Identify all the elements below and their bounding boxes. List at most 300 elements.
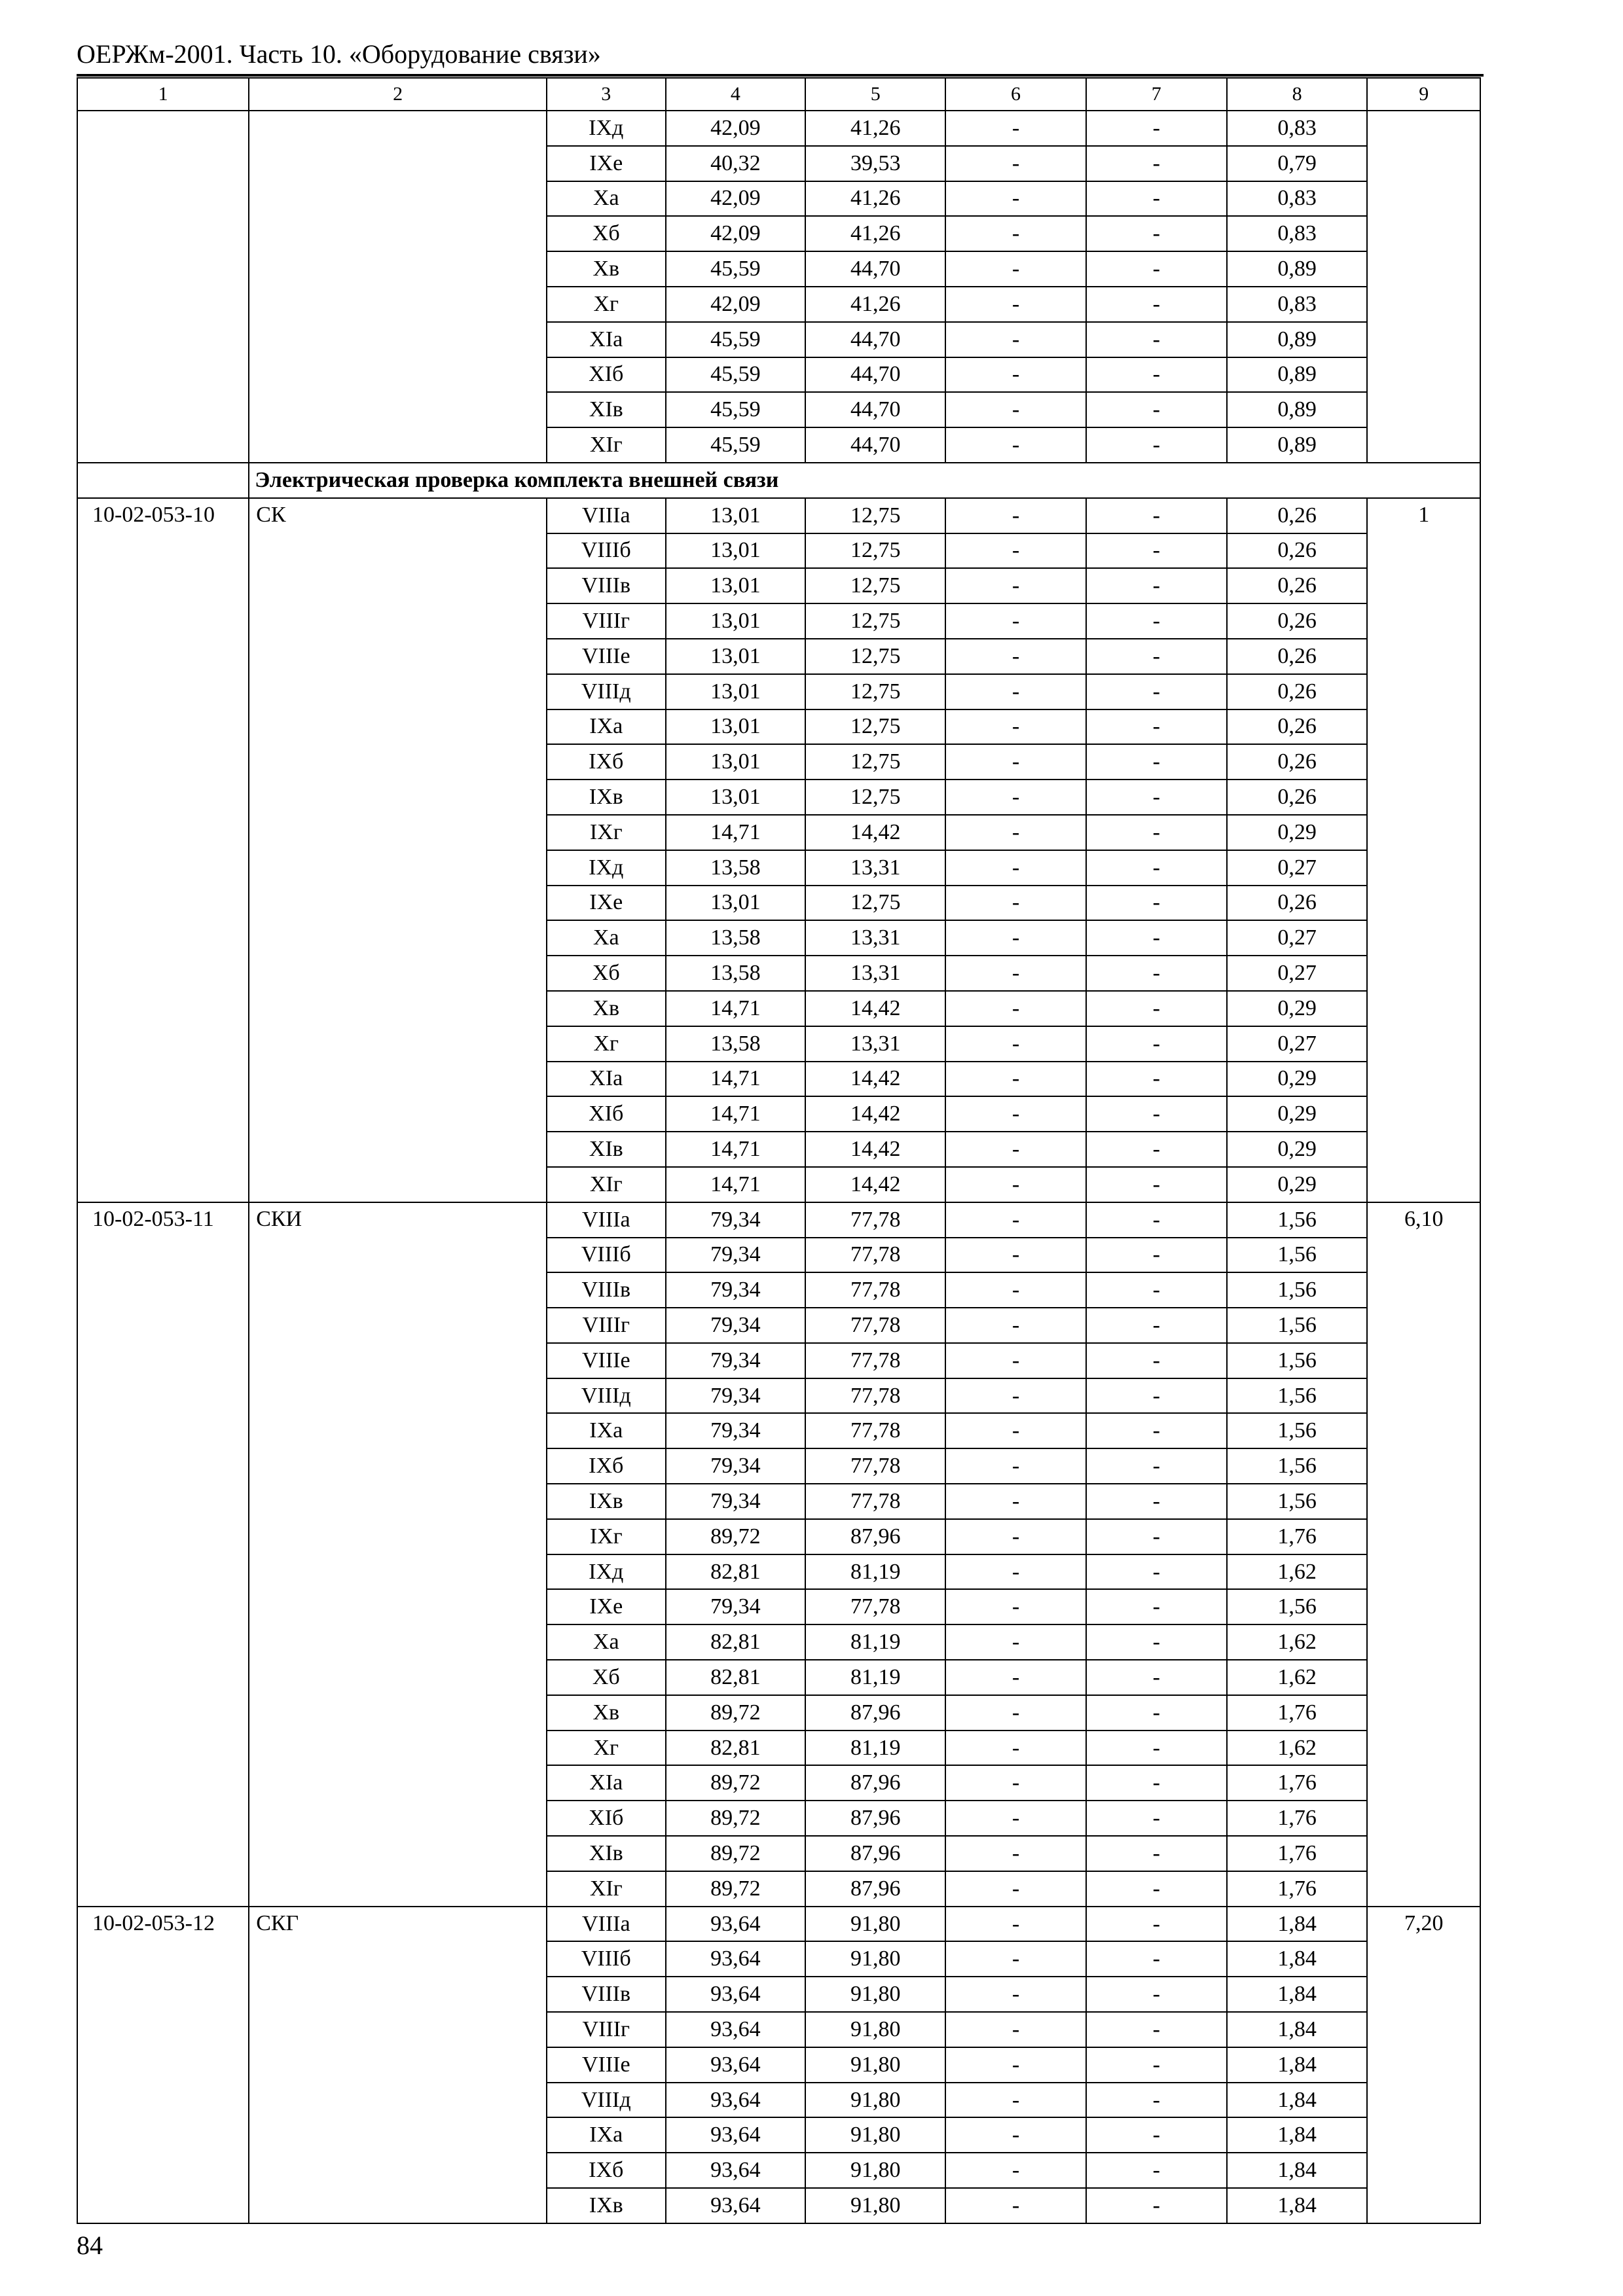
table-cell: - bbox=[945, 533, 1086, 569]
table-cell: 93,64 bbox=[666, 1907, 806, 1942]
table-cell: 93,64 bbox=[666, 2083, 806, 2118]
table-cell: Xг bbox=[547, 287, 666, 322]
table-cell: Xа bbox=[547, 1624, 666, 1660]
table-cell: 0,89 bbox=[1227, 322, 1368, 357]
table-cell: 1,84 bbox=[1227, 2153, 1368, 2188]
table-cell: - bbox=[945, 2153, 1086, 2188]
table-cell: IXб bbox=[547, 1448, 666, 1484]
table-cell: - bbox=[1086, 1589, 1227, 1624]
table-cell: - bbox=[1086, 2083, 1227, 2118]
table-cell: 42,09 bbox=[666, 181, 806, 217]
page-number: 84 bbox=[77, 2231, 103, 2260]
column-number-row bbox=[77, 78, 1480, 111]
section-row bbox=[77, 463, 1480, 498]
table-cell: XIв bbox=[547, 392, 666, 427]
table-cell: 0,26 bbox=[1227, 568, 1368, 603]
table-cell: - bbox=[945, 1731, 1086, 1766]
table-cell: XIб bbox=[547, 1096, 666, 1132]
table-cell: - bbox=[1086, 1167, 1227, 1202]
table-cell: 0,26 bbox=[1227, 709, 1368, 745]
table-cell: - bbox=[1086, 1695, 1227, 1731]
table-cell: 87,96 bbox=[805, 1519, 945, 1554]
table-cell: - bbox=[1086, 2117, 1227, 2153]
table-cell: 0,79 bbox=[1227, 146, 1368, 181]
table-cell: 1,56 bbox=[1227, 1413, 1368, 1448]
table-cell: - bbox=[945, 2012, 1086, 2047]
table-cell: 44,70 bbox=[805, 392, 945, 427]
table-cell: XIв bbox=[547, 1132, 666, 1167]
table-cell: - bbox=[945, 1484, 1086, 1519]
table-cell: 45,59 bbox=[666, 251, 806, 287]
table-cell: Xа bbox=[547, 920, 666, 956]
table-cell: - bbox=[1086, 850, 1227, 886]
table-cell: 1,62 bbox=[1227, 1660, 1368, 1695]
table-cell: - bbox=[945, 1202, 1086, 1238]
table-cell: 91,80 bbox=[805, 1977, 945, 2012]
table-cell: - bbox=[945, 1308, 1086, 1343]
table-cell: 13,01 bbox=[666, 568, 806, 603]
table-cell: 13,31 bbox=[805, 850, 945, 886]
table-cell: VIIIе bbox=[547, 639, 666, 674]
rate-code: 10-02-053-11 bbox=[77, 1202, 249, 1907]
table-cell: 79,34 bbox=[666, 1589, 806, 1624]
table-cell: 77,78 bbox=[805, 1484, 945, 1519]
table-cell: - bbox=[945, 427, 1086, 463]
table-cell: 0,29 bbox=[1227, 815, 1368, 850]
table-cell: Xб bbox=[547, 956, 666, 991]
table-cell: - bbox=[945, 1272, 1086, 1308]
table-cell: 91,80 bbox=[805, 2012, 945, 2047]
table-cell: 1,56 bbox=[1227, 1272, 1368, 1308]
table-cell: - bbox=[945, 2047, 1086, 2083]
table-cell: 14,71 bbox=[666, 1132, 806, 1167]
table-cell: - bbox=[1086, 1977, 1227, 2012]
table-cell: - bbox=[1086, 392, 1227, 427]
table-cell: - bbox=[945, 744, 1086, 780]
table-cell: 93,64 bbox=[666, 2117, 806, 2153]
col9-cell: 6,10 bbox=[1367, 1202, 1480, 1907]
table-cell: - bbox=[945, 1096, 1086, 1132]
table-cell: 1,76 bbox=[1227, 1801, 1368, 1836]
table-cell: 1,62 bbox=[1227, 1624, 1368, 1660]
table-cell: 0,26 bbox=[1227, 674, 1368, 709]
table-cell: - bbox=[1086, 1096, 1227, 1132]
table-cell: 13,31 bbox=[805, 920, 945, 956]
table-cell: - bbox=[1086, 498, 1227, 533]
table-cell: 13,01 bbox=[666, 533, 806, 569]
table-cell: - bbox=[945, 1343, 1086, 1378]
table-cell: 12,75 bbox=[805, 568, 945, 603]
table-cell: 14,71 bbox=[666, 1062, 806, 1097]
column-number-cell: 8 bbox=[1227, 78, 1368, 111]
table-cell: 1,76 bbox=[1227, 1871, 1368, 1907]
table-cell: 0,29 bbox=[1227, 1096, 1368, 1132]
table-cell: 41,26 bbox=[805, 181, 945, 217]
table-cell: - bbox=[1086, 1836, 1227, 1871]
table-cell: - bbox=[945, 1026, 1086, 1062]
table-cell: - bbox=[1086, 181, 1227, 217]
table-cell: 91,80 bbox=[805, 2153, 945, 2188]
table-cell: - bbox=[1086, 357, 1227, 393]
table-cell: 91,80 bbox=[805, 2188, 945, 2223]
table-cell: 12,75 bbox=[805, 533, 945, 569]
table-cell: 91,80 bbox=[805, 1941, 945, 1977]
table-cell: 79,34 bbox=[666, 1202, 806, 1238]
table-cell: 13,31 bbox=[805, 956, 945, 991]
name-cell bbox=[249, 111, 547, 463]
table-cell: 1,84 bbox=[1227, 1977, 1368, 2012]
table-cell: - bbox=[1086, 886, 1227, 921]
table-cell: XIв bbox=[547, 1836, 666, 1871]
table-cell: 79,34 bbox=[666, 1413, 806, 1448]
table-cell: Xб bbox=[547, 216, 666, 251]
table-cell: - bbox=[1086, 1765, 1227, 1801]
table-row bbox=[77, 498, 1480, 533]
table-cell: - bbox=[1086, 146, 1227, 181]
table-cell: 77,78 bbox=[805, 1448, 945, 1484]
table-cell: - bbox=[1086, 2188, 1227, 2223]
table-cell: - bbox=[945, 1062, 1086, 1097]
table-cell: VIIIв bbox=[547, 1977, 666, 2012]
table-cell: - bbox=[945, 2083, 1086, 2118]
table-cell: 87,96 bbox=[805, 1765, 945, 1801]
table-cell: 81,19 bbox=[805, 1624, 945, 1660]
table-cell: IXв bbox=[547, 780, 666, 815]
table-cell: 13,58 bbox=[666, 956, 806, 991]
table-cell: 13,01 bbox=[666, 886, 806, 921]
table-cell: 1,56 bbox=[1227, 1308, 1368, 1343]
table-cell: 79,34 bbox=[666, 1378, 806, 1414]
table-cell: 0,29 bbox=[1227, 1062, 1368, 1097]
table-cell: 14,71 bbox=[666, 1167, 806, 1202]
table-cell: IXе bbox=[547, 886, 666, 921]
table-cell: - bbox=[945, 1660, 1086, 1695]
table-cell: 93,64 bbox=[666, 1941, 806, 1977]
table-cell: IXд bbox=[547, 1554, 666, 1590]
table-cell: - bbox=[1086, 603, 1227, 639]
table-cell: 13,01 bbox=[666, 709, 806, 745]
table-cell: 14,42 bbox=[805, 1096, 945, 1132]
table-cell: 89,72 bbox=[666, 1871, 806, 1907]
column-number-cell: 9 bbox=[1367, 78, 1480, 111]
table-cell: - bbox=[945, 111, 1086, 146]
table-cell: IXа bbox=[547, 709, 666, 745]
table-cell: 0,27 bbox=[1227, 920, 1368, 956]
table-cell: - bbox=[1086, 287, 1227, 322]
table-cell: - bbox=[1086, 1941, 1227, 1977]
table-cell: 1,76 bbox=[1227, 1765, 1368, 1801]
table-cell: 82,81 bbox=[666, 1554, 806, 1590]
table-cell: 93,64 bbox=[666, 2153, 806, 2188]
table-cell: 1,84 bbox=[1227, 2047, 1368, 2083]
section-title: Электрическая проверка комплекта внешней связи bbox=[249, 463, 1480, 498]
table-cell: 0,83 bbox=[1227, 287, 1368, 322]
table-cell: - bbox=[945, 216, 1086, 251]
table-cell: - bbox=[945, 1765, 1086, 1801]
table-cell: 14,42 bbox=[805, 991, 945, 1026]
table-cell: 12,75 bbox=[805, 674, 945, 709]
table-cell: IXв bbox=[547, 2188, 666, 2223]
table-cell: 89,72 bbox=[666, 1695, 806, 1731]
table-row bbox=[77, 1907, 1480, 1942]
table-cell: - bbox=[1086, 1519, 1227, 1554]
table-cell: 93,64 bbox=[666, 2188, 806, 2223]
table-cell: - bbox=[1086, 639, 1227, 674]
header-rule bbox=[77, 74, 1484, 77]
table-cell: XIа bbox=[547, 1062, 666, 1097]
table-cell: IXд bbox=[547, 111, 666, 146]
table-cell: 0,26 bbox=[1227, 780, 1368, 815]
table-cell: 41,26 bbox=[805, 216, 945, 251]
table-cell: - bbox=[945, 1589, 1086, 1624]
table-cell: 0,26 bbox=[1227, 886, 1368, 921]
table-cell: - bbox=[945, 1801, 1086, 1836]
table-cell: - bbox=[945, 991, 1086, 1026]
table-cell: - bbox=[1086, 1026, 1227, 1062]
table-cell: VIIIг bbox=[547, 2012, 666, 2047]
table-cell: 39,53 bbox=[805, 146, 945, 181]
table-cell: 82,81 bbox=[666, 1660, 806, 1695]
table-cell: 13,31 bbox=[805, 1026, 945, 1062]
col9-cell: 1 bbox=[1367, 498, 1480, 1202]
table-cell: IXв bbox=[547, 1484, 666, 1519]
table-cell: VIIIе bbox=[547, 2047, 666, 2083]
table-cell: 89,72 bbox=[666, 1836, 806, 1871]
table-cell: 79,34 bbox=[666, 1272, 806, 1308]
table-cell: - bbox=[1086, 1343, 1227, 1378]
table-cell: 13,01 bbox=[666, 639, 806, 674]
table-cell: IXе bbox=[547, 146, 666, 181]
table-cell: 12,75 bbox=[805, 744, 945, 780]
table-cell: - bbox=[1086, 1801, 1227, 1836]
table-cell: - bbox=[1086, 216, 1227, 251]
table-cell: Xг bbox=[547, 1731, 666, 1766]
column-number-cell: 6 bbox=[945, 78, 1086, 111]
table-cell: - bbox=[945, 2188, 1086, 2223]
table-cell: 81,19 bbox=[805, 1554, 945, 1590]
table-cell: 77,78 bbox=[805, 1202, 945, 1238]
table-cell: VIIIа bbox=[547, 1907, 666, 1942]
table-cell: - bbox=[945, 1977, 1086, 2012]
table-cell: VIIIв bbox=[547, 1272, 666, 1308]
table-cell: 0,83 bbox=[1227, 216, 1368, 251]
column-number-cell: 2 bbox=[249, 78, 547, 111]
table-cell: - bbox=[945, 1167, 1086, 1202]
table-cell: 40,32 bbox=[666, 146, 806, 181]
table-cell: 1,56 bbox=[1227, 1378, 1368, 1414]
table-cell: XIг bbox=[547, 1871, 666, 1907]
table-cell: 0,29 bbox=[1227, 991, 1368, 1026]
table-cell: 0,26 bbox=[1227, 533, 1368, 569]
table-cell: - bbox=[1086, 1660, 1227, 1695]
table-cell: - bbox=[945, 357, 1086, 393]
table-cell: IXа bbox=[547, 1413, 666, 1448]
table-cell: - bbox=[1086, 674, 1227, 709]
table-cell: - bbox=[945, 780, 1086, 815]
table-cell: - bbox=[945, 1519, 1086, 1554]
table-body bbox=[77, 78, 1480, 2223]
column-number-cell: 7 bbox=[1086, 78, 1227, 111]
table-cell: - bbox=[1086, 1202, 1227, 1238]
code-cell bbox=[77, 111, 249, 463]
table-cell: 0,89 bbox=[1227, 251, 1368, 287]
table-cell: 13,01 bbox=[666, 674, 806, 709]
table-cell: 1,76 bbox=[1227, 1836, 1368, 1871]
table-cell: 41,26 bbox=[805, 287, 945, 322]
table-cell: 77,78 bbox=[805, 1343, 945, 1378]
table-cell: - bbox=[945, 287, 1086, 322]
rates-table bbox=[77, 77, 1481, 2224]
table-cell: - bbox=[945, 709, 1086, 745]
table-cell: 1,76 bbox=[1227, 1695, 1368, 1731]
table-cell: - bbox=[945, 568, 1086, 603]
table-cell: IXа bbox=[547, 2117, 666, 2153]
table-cell: - bbox=[1086, 568, 1227, 603]
table-cell: 0,89 bbox=[1227, 392, 1368, 427]
table-row bbox=[77, 1202, 1480, 1238]
table-cell: 1,84 bbox=[1227, 2083, 1368, 2118]
table-cell: VIIIб bbox=[547, 1238, 666, 1273]
section-spacer bbox=[77, 463, 249, 498]
table-cell: IXб bbox=[547, 2153, 666, 2188]
table-cell: 82,81 bbox=[666, 1624, 806, 1660]
table-cell: 79,34 bbox=[666, 1448, 806, 1484]
table-cell: Xг bbox=[547, 1026, 666, 1062]
table-cell: 1,56 bbox=[1227, 1343, 1368, 1378]
table-cell: 0,83 bbox=[1227, 111, 1368, 146]
table-cell: - bbox=[945, 920, 1086, 956]
table-cell: - bbox=[945, 603, 1086, 639]
table-cell: 0,26 bbox=[1227, 603, 1368, 639]
table-cell: - bbox=[1086, 1238, 1227, 1273]
table-cell: 13,58 bbox=[666, 920, 806, 956]
table-cell: 0,89 bbox=[1227, 427, 1368, 463]
rate-name: СКИ bbox=[249, 1202, 547, 1907]
column-number-cell: 3 bbox=[547, 78, 666, 111]
table-cell: - bbox=[945, 956, 1086, 991]
table-cell: 14,42 bbox=[805, 1167, 945, 1202]
table-cell: - bbox=[1086, 709, 1227, 745]
table-cell: XIг bbox=[547, 1167, 666, 1202]
table-cell: - bbox=[945, 1448, 1086, 1484]
table-cell: 77,78 bbox=[805, 1272, 945, 1308]
table-cell: - bbox=[945, 181, 1086, 217]
table-cell: Xв bbox=[547, 991, 666, 1026]
table-cell: 87,96 bbox=[805, 1801, 945, 1836]
table-cell: VIIIв bbox=[547, 568, 666, 603]
table-cell: 91,80 bbox=[805, 2083, 945, 2118]
table-cell: 1,84 bbox=[1227, 2012, 1368, 2047]
table-cell: 91,80 bbox=[805, 1907, 945, 1942]
table-cell: 79,34 bbox=[666, 1308, 806, 1343]
table-cell: XIа bbox=[547, 322, 666, 357]
table-cell: 81,19 bbox=[805, 1731, 945, 1766]
table-cell: 14,71 bbox=[666, 815, 806, 850]
table-cell: - bbox=[1086, 251, 1227, 287]
table-cell: - bbox=[945, 886, 1086, 921]
table-cell: - bbox=[1086, 1378, 1227, 1414]
page-header-title: ОЕРЖм-2001. Часть 10. «Оборудование связи» bbox=[77, 39, 601, 69]
table-cell: 45,59 bbox=[666, 427, 806, 463]
table-cell: - bbox=[945, 1238, 1086, 1273]
table-cell: 0,26 bbox=[1227, 744, 1368, 780]
table-cell: - bbox=[1086, 2047, 1227, 2083]
table-cell: - bbox=[1086, 1731, 1227, 1766]
table-cell: 45,59 bbox=[666, 357, 806, 393]
table-cell: - bbox=[945, 322, 1086, 357]
table-cell: 14,42 bbox=[805, 1062, 945, 1097]
table-cell: 77,78 bbox=[805, 1413, 945, 1448]
table-cell: - bbox=[1086, 1484, 1227, 1519]
table-cell: - bbox=[1086, 1062, 1227, 1097]
table-cell: 13,01 bbox=[666, 603, 806, 639]
table-cell: 14,42 bbox=[805, 1132, 945, 1167]
table-cell: - bbox=[1086, 1272, 1227, 1308]
table-cell: - bbox=[945, 1413, 1086, 1448]
table-cell: XIб bbox=[547, 1801, 666, 1836]
table-cell: IXб bbox=[547, 744, 666, 780]
table-cell: 13,58 bbox=[666, 1026, 806, 1062]
rate-name: СКГ bbox=[249, 1907, 547, 2223]
table-cell: 42,09 bbox=[666, 216, 806, 251]
table-cell: - bbox=[1086, 991, 1227, 1026]
rate-code: 10-02-053-10 bbox=[77, 498, 249, 1202]
column-number-cell: 5 bbox=[805, 78, 945, 111]
table-cell: 89,72 bbox=[666, 1519, 806, 1554]
table-cell: - bbox=[1086, 1554, 1227, 1590]
table-cell: - bbox=[1086, 1448, 1227, 1484]
table-cell: 13,01 bbox=[666, 498, 806, 533]
table-cell: - bbox=[945, 815, 1086, 850]
table-cell: - bbox=[1086, 1907, 1227, 1942]
table-cell: Xб bbox=[547, 1660, 666, 1695]
table-cell: VIIIб bbox=[547, 1941, 666, 1977]
table-cell: - bbox=[945, 2117, 1086, 2153]
table-cell: 0,83 bbox=[1227, 181, 1368, 217]
table-cell: VIIIг bbox=[547, 1308, 666, 1343]
table-cell: 42,09 bbox=[666, 111, 806, 146]
table-cell: 1,84 bbox=[1227, 2188, 1368, 2223]
table-cell: 12,75 bbox=[805, 709, 945, 745]
table-cell: - bbox=[945, 1695, 1086, 1731]
table-cell: IXе bbox=[547, 1589, 666, 1624]
table-cell: - bbox=[1086, 533, 1227, 569]
table-cell: 93,64 bbox=[666, 2012, 806, 2047]
table-cell: - bbox=[1086, 1624, 1227, 1660]
table-cell: 44,70 bbox=[805, 357, 945, 393]
table-cell: 13,01 bbox=[666, 744, 806, 780]
table-cell: - bbox=[945, 1871, 1086, 1907]
table-cell: - bbox=[1086, 780, 1227, 815]
table-cell: 77,78 bbox=[805, 1589, 945, 1624]
table-cell: 13,01 bbox=[666, 780, 806, 815]
table-cell: - bbox=[945, 850, 1086, 886]
table-cell: VIIIа bbox=[547, 498, 666, 533]
col9-cell: 7,20 bbox=[1367, 1907, 1480, 2223]
table-cell: 1,56 bbox=[1227, 1238, 1368, 1273]
table-cell: - bbox=[1086, 744, 1227, 780]
table-cell: 77,78 bbox=[805, 1308, 945, 1343]
table-cell: VIIIд bbox=[547, 2083, 666, 2118]
table-cell: 1,62 bbox=[1227, 1554, 1368, 1590]
table-cell: 0,29 bbox=[1227, 1132, 1368, 1167]
table-cell: 1,56 bbox=[1227, 1484, 1368, 1519]
table-row bbox=[77, 111, 1480, 146]
table-cell: - bbox=[945, 1554, 1086, 1590]
table-cell: 1,84 bbox=[1227, 1907, 1368, 1942]
table-cell: - bbox=[1086, 427, 1227, 463]
table-cell: 14,71 bbox=[666, 1096, 806, 1132]
